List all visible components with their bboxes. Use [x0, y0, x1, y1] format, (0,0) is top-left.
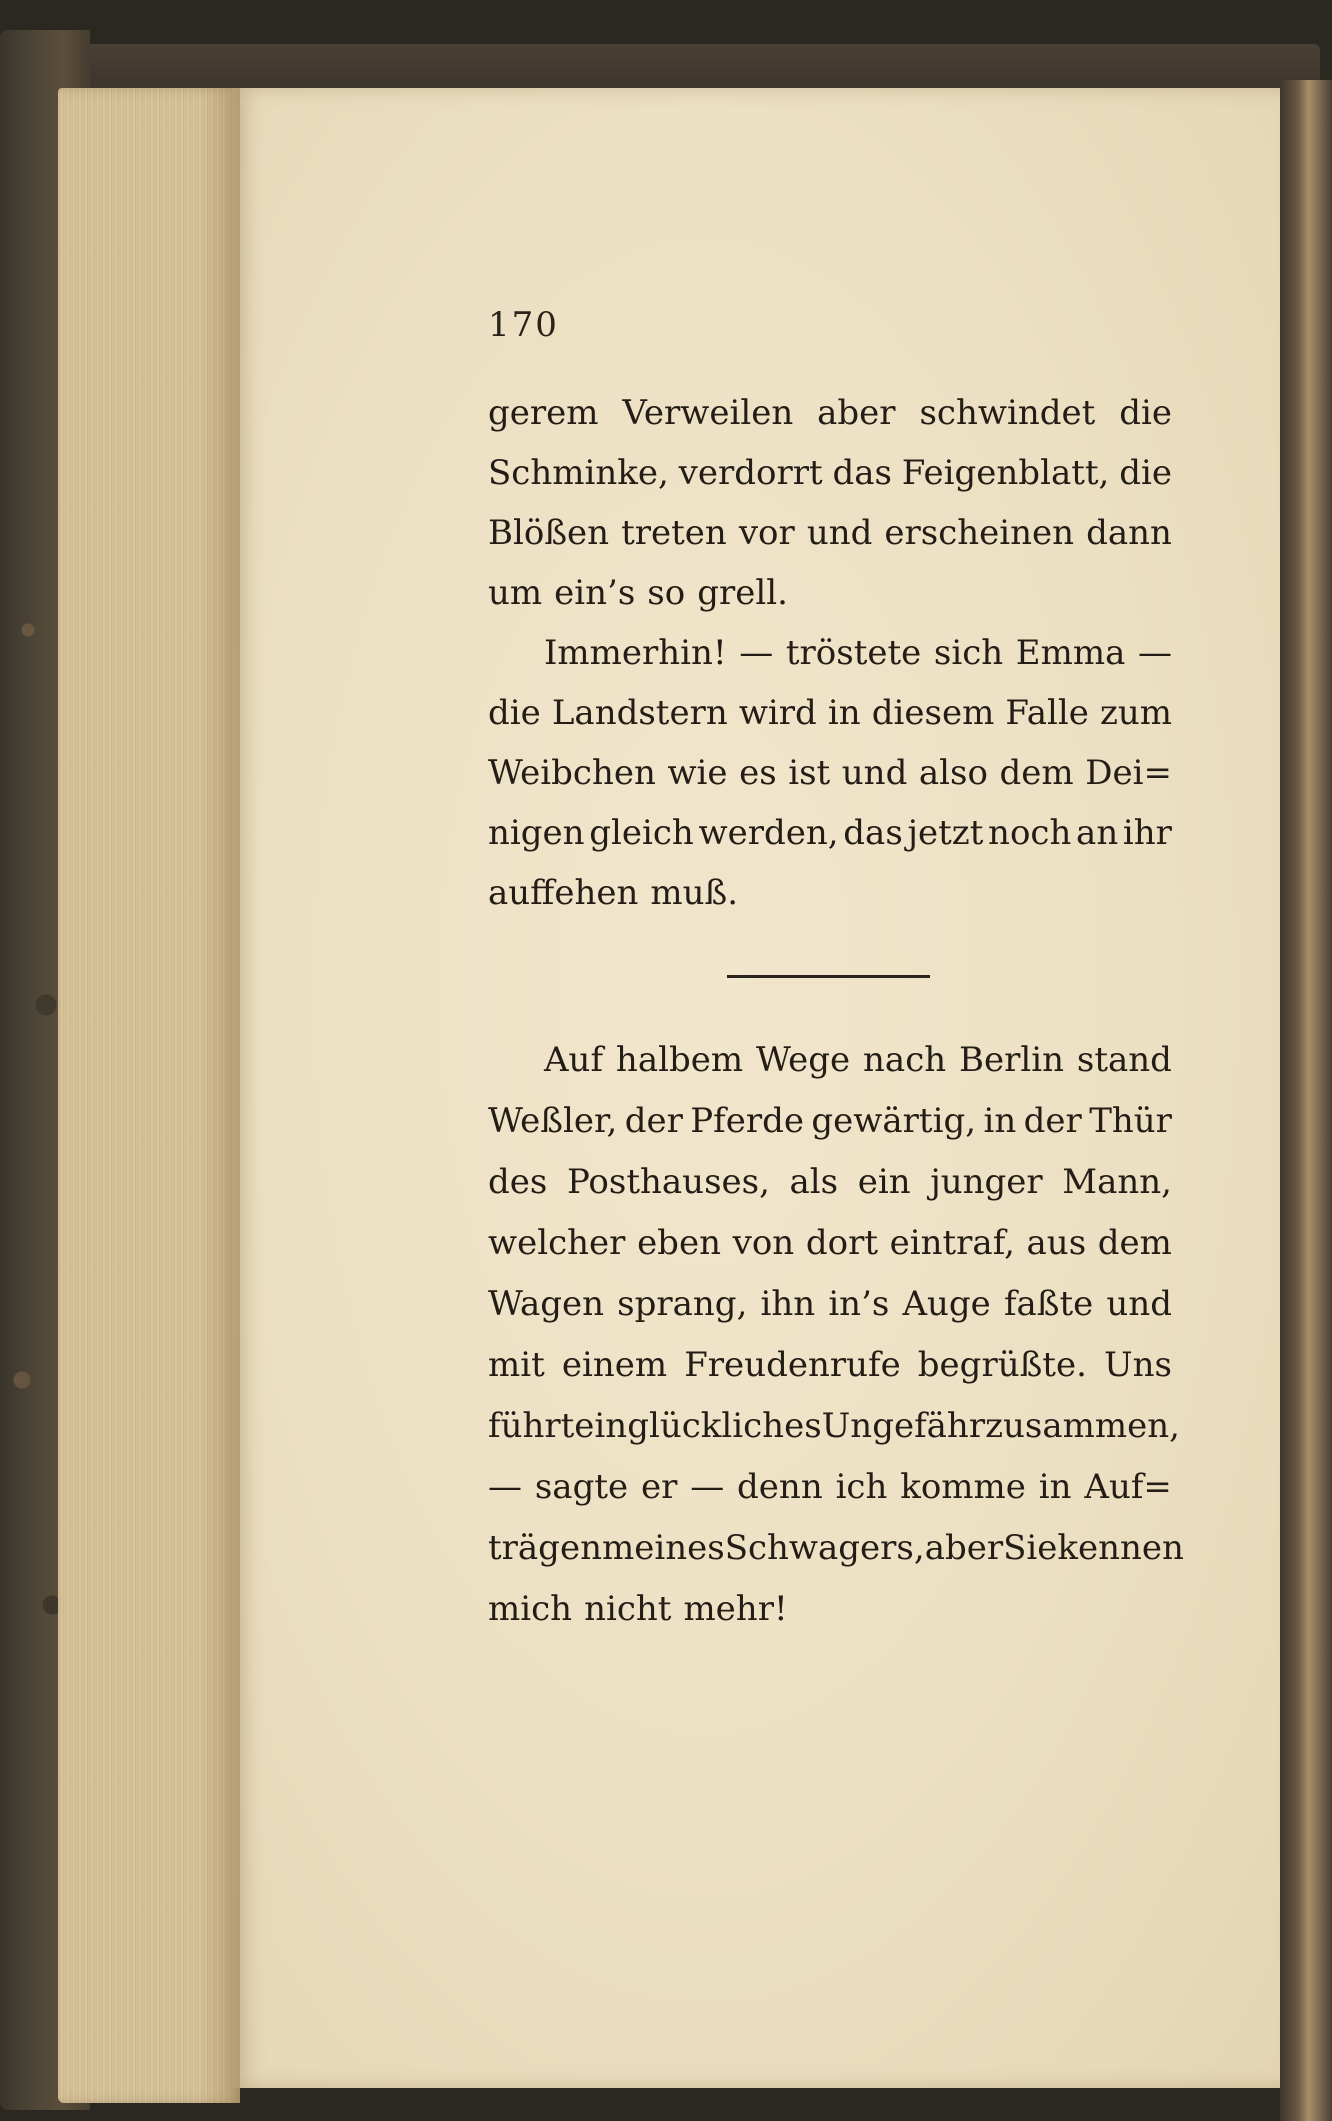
- word: als: [789, 1162, 839, 1202]
- word: werden,: [698, 813, 839, 853]
- word: ihr: [1122, 813, 1172, 853]
- word: ein: [574, 1406, 628, 1446]
- word: gerem: [488, 393, 599, 433]
- word: treten: [621, 513, 727, 553]
- word: und: [806, 513, 873, 553]
- word: Freudenrufe: [684, 1345, 901, 1385]
- word: von: [732, 1223, 795, 1263]
- word: Wege: [755, 1040, 851, 1080]
- word: glückliches: [627, 1406, 822, 1446]
- book-cover-top-edge: [20, 44, 1320, 94]
- word: welcher: [488, 1223, 626, 1263]
- word: muß.: [650, 873, 739, 913]
- page-gutter-shadow: [200, 88, 240, 2103]
- text-line: [488, 1162, 1172, 1202]
- word: auffehen: [488, 873, 639, 913]
- word: Weßler,: [488, 1101, 618, 1141]
- text-line: [488, 393, 1172, 433]
- word: Verweilen: [622, 393, 794, 433]
- word: aber: [924, 1528, 1004, 1568]
- word: —: [488, 1467, 522, 1507]
- word: die: [1119, 453, 1172, 493]
- word: —: [1138, 633, 1172, 673]
- word: junger: [930, 1162, 1043, 1202]
- word: komme: [900, 1467, 1026, 1507]
- word: des: [488, 1162, 548, 1202]
- word: Ungefähr: [821, 1406, 986, 1446]
- word: Auf=: [1084, 1467, 1172, 1507]
- word: Auf: [544, 1040, 604, 1080]
- text-line: [488, 1101, 1172, 1141]
- word: ihn: [760, 1284, 816, 1324]
- word: Mann,: [1062, 1162, 1172, 1202]
- word: noch: [988, 813, 1072, 853]
- word: —: [690, 1467, 725, 1507]
- word: Weibchen: [488, 753, 656, 793]
- word: in: [1038, 1467, 1072, 1507]
- word: Uns: [1103, 1345, 1172, 1385]
- text-line: [488, 813, 1172, 853]
- word: meines: [601, 1528, 725, 1568]
- word: begrüßte.: [917, 1345, 1087, 1385]
- word: zusammen,: [985, 1406, 1180, 1446]
- word: die: [488, 693, 541, 733]
- word: einem: [561, 1345, 668, 1385]
- word: in: [827, 693, 861, 733]
- word: kennen: [1057, 1528, 1184, 1568]
- word: aus: [1026, 1223, 1087, 1263]
- word: sagte: [534, 1467, 629, 1507]
- word: nigen: [488, 813, 585, 853]
- word: aber: [817, 393, 896, 433]
- page-number: 170: [488, 305, 559, 345]
- word: mit: [488, 1345, 545, 1385]
- word: Dei=: [1085, 753, 1172, 793]
- word: dem: [999, 753, 1074, 793]
- word: Posthauses,: [566, 1162, 770, 1202]
- word: Sie: [1003, 1528, 1058, 1568]
- text-line: [544, 1040, 1172, 1080]
- word: um: [488, 573, 543, 613]
- text-line: [488, 873, 1172, 913]
- word: sich: [933, 633, 1004, 673]
- word: grell.: [697, 573, 788, 613]
- word: vor: [738, 513, 795, 553]
- word: Pferde: [690, 1101, 805, 1141]
- word: dann: [1086, 513, 1172, 553]
- word: Schwagers,: [724, 1528, 925, 1568]
- word: führt: [488, 1406, 575, 1446]
- word: und: [841, 753, 908, 793]
- word: mehr!: [683, 1589, 788, 1629]
- word: Blößen: [488, 513, 610, 553]
- word: ist: [788, 753, 831, 793]
- word: Thür: [1089, 1101, 1172, 1141]
- word: dort: [805, 1223, 878, 1263]
- word: Schminke,: [488, 453, 669, 493]
- word: so: [647, 573, 686, 613]
- word: verdorrt: [678, 453, 823, 493]
- word: wie: [667, 753, 728, 793]
- word: nicht: [584, 1589, 672, 1629]
- word: stand: [1076, 1040, 1172, 1080]
- text-line: [488, 1467, 1172, 1507]
- section-divider-rule: [727, 975, 930, 978]
- word: Auge: [902, 1284, 991, 1324]
- word: faßte: [1003, 1284, 1094, 1324]
- word: halbem: [615, 1040, 744, 1080]
- word: ich: [835, 1467, 888, 1507]
- word: der: [624, 1101, 683, 1141]
- text-line: [544, 633, 1172, 673]
- word: die: [1119, 393, 1172, 433]
- word: sprang,: [617, 1284, 748, 1324]
- text-line: [488, 693, 1172, 733]
- word: es: [739, 753, 777, 793]
- word: wird: [738, 693, 817, 733]
- word: zum: [1099, 693, 1172, 733]
- word: das: [843, 813, 903, 853]
- word: Falle: [1005, 693, 1089, 733]
- word: diesem: [871, 693, 995, 733]
- word: dem: [1097, 1223, 1172, 1263]
- word: gleich: [589, 813, 694, 853]
- word: erscheinen: [884, 513, 1075, 553]
- word: also: [918, 753, 988, 793]
- text-line: [488, 1284, 1172, 1324]
- word: er: [640, 1467, 678, 1507]
- word: in: [983, 1101, 1017, 1141]
- word: der: [1023, 1101, 1082, 1141]
- word: mich: [488, 1589, 573, 1629]
- text-line: [488, 1589, 1172, 1629]
- word: jetzt: [907, 813, 984, 853]
- text-line: [488, 1223, 1172, 1263]
- word: Emma: [1015, 633, 1126, 673]
- book-page: [232, 88, 1282, 2088]
- text-line: [488, 573, 1172, 613]
- word: tröstete: [785, 633, 922, 673]
- word: —: [739, 633, 774, 673]
- word: Berlin: [959, 1040, 1065, 1080]
- word: trägen: [488, 1528, 602, 1568]
- text-line: [488, 1528, 1184, 1568]
- text-line: [488, 453, 1172, 493]
- word: und: [1106, 1284, 1172, 1324]
- word: schwindet: [919, 393, 1096, 433]
- word: denn: [737, 1467, 823, 1507]
- word: in’s: [828, 1284, 890, 1324]
- word: eintraf,: [889, 1223, 1015, 1263]
- text-line: [488, 513, 1172, 553]
- text-line: [488, 1406, 1180, 1446]
- word: Wagen: [488, 1284, 605, 1324]
- word: Landstern: [551, 693, 728, 733]
- word: ein’s: [554, 573, 636, 613]
- word: Feigenblatt,: [901, 453, 1110, 493]
- word: ein: [857, 1162, 911, 1202]
- text-line: [488, 753, 1172, 793]
- book-right-edge: [1280, 80, 1332, 2121]
- word: das: [832, 453, 892, 493]
- word: gewärtig,: [811, 1101, 977, 1141]
- word: Immerhin!: [544, 633, 727, 673]
- word: eben: [637, 1223, 721, 1263]
- text-line: [488, 1345, 1172, 1385]
- word: an: [1076, 813, 1119, 853]
- word: nach: [863, 1040, 947, 1080]
